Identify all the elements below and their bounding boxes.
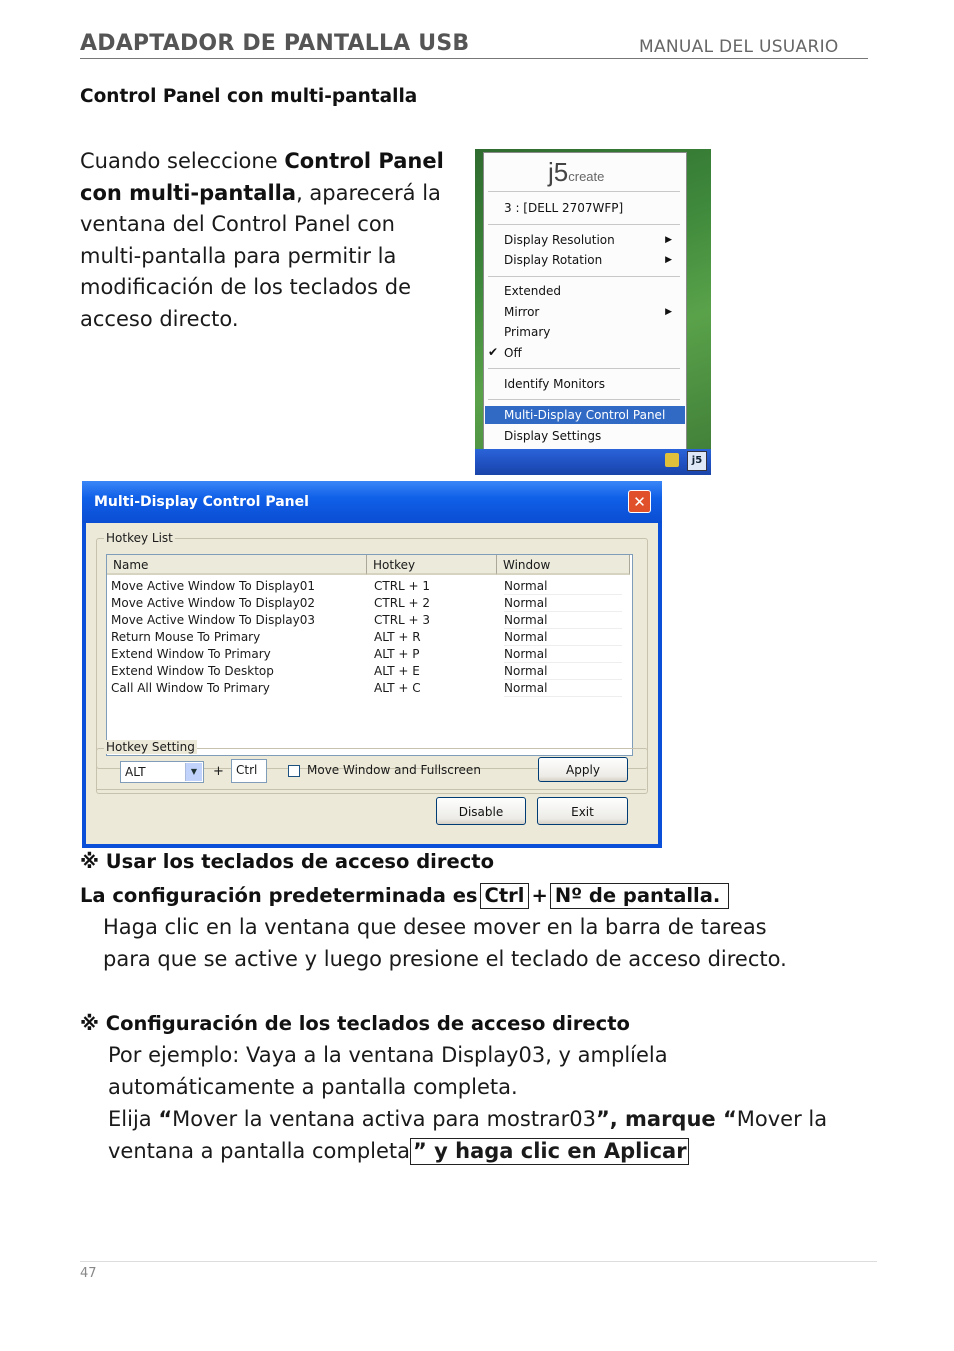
- menu-item-identify-monitors[interactable]: Identify Monitors: [504, 377, 605, 391]
- table-row[interactable]: Move Active Window To Display03 CTRL + 3 Normal: [107, 612, 622, 629]
- j5create-logo: j5create: [548, 157, 605, 187]
- checkmark-icon: ✔: [488, 345, 499, 359]
- table-row[interactable]: Extend Window To Desktop ALT + E Normal: [107, 663, 622, 680]
- hotkey-list-label: Hotkey List: [106, 531, 173, 545]
- apply-button[interactable]: Apply: [538, 757, 628, 782]
- menu-item-display-resolution[interactable]: Display Resolution ▶: [504, 233, 672, 247]
- tray-icon[interactable]: [665, 453, 679, 467]
- footer-rule: [80, 1261, 877, 1262]
- fullscreen-checkbox[interactable]: [288, 765, 300, 777]
- column-header-name[interactable]: Name: [107, 555, 367, 575]
- close-icon[interactable]: ✕: [628, 490, 651, 513]
- dialog-title: Multi-Display Control Panel: [94, 494, 309, 510]
- menu-separator: [488, 368, 680, 369]
- apply-instruction-boxed: ” y haga clic en Aplicar: [410, 1138, 689, 1165]
- hotkey-list[interactable]: [106, 554, 633, 756]
- j5create-tray-icon[interactable]: j5: [687, 451, 707, 471]
- table-row[interactable]: Move Active Window To Display02 CTRL + 2 Normal: [107, 595, 622, 612]
- page-number: 47: [80, 1266, 97, 1281]
- config-line-4: ventana a pantalla completa ” y haga clic en Aplicar: [108, 1139, 687, 1163]
- table-row[interactable]: Move Active Window To Display01 CTRL + 1 Normal: [107, 578, 622, 595]
- menu-item-extended[interactable]: Extended: [504, 284, 561, 298]
- menu-separator: [488, 399, 680, 400]
- default-config-prefix: La configuración predeterminada es: [80, 884, 478, 907]
- menu-item-off[interactable]: Off: [504, 346, 522, 360]
- menu-item-mirror[interactable]: Mirror ▶: [504, 305, 672, 319]
- document-title: ADAPTADOR DE PANTALLA USB: [80, 31, 470, 56]
- menu-separator: [488, 224, 680, 225]
- menu-item-multi-display-control-panel[interactable]: Multi-Display Control Panel: [485, 406, 685, 424]
- menu-item-display-rotation[interactable]: Display Rotation ▶: [504, 253, 672, 267]
- intro-text-1: Cuando seleccione: [80, 149, 285, 173]
- plus-sign: +: [213, 764, 224, 779]
- intro-text-2: , aparecerá la ventana del Control Panel con multi-pantalla para permitir la modificación de los teclados de acceso directo.: [80, 180, 441, 331]
- column-header-hotkey[interactable]: Hotkey: [367, 555, 497, 575]
- table-row[interactable]: Call All Window To Primary ALT + C Normal: [107, 680, 622, 697]
- intro-paragraph: [80, 146, 460, 336]
- header-rule: [80, 58, 868, 59]
- menu-item-display-settings[interactable]: Display Settings: [504, 429, 602, 443]
- intro-bold: Control Panel con multi-pantalla: [80, 149, 444, 205]
- menu-item-primary[interactable]: Primary: [504, 325, 551, 339]
- column-header-window[interactable]: Window: [497, 555, 630, 575]
- dialog-client-area: [86, 523, 658, 844]
- hotkey-setting-label: Hotkey Setting: [106, 740, 195, 754]
- config-line-1: Por ejemplo: Vaya a la ventana Display03, y amplíela: [108, 1043, 668, 1067]
- usage-line-1: Haga clic en la ventana que desee mover en la barra de tareas: [103, 915, 767, 939]
- context-menu-screenshot: [475, 149, 711, 475]
- context-menu: [483, 152, 687, 452]
- submenu-arrow-icon: ▶: [665, 307, 672, 317]
- menu-display-name[interactable]: 3 : [DELL 2707WFP]: [504, 201, 624, 215]
- modifier-select[interactable]: ALT ▼: [120, 761, 204, 783]
- menu-separator: [488, 191, 680, 192]
- table-row[interactable]: Extend Window To Primary ALT + P Normal: [107, 646, 622, 663]
- table-row[interactable]: Return Mouse To Primary ALT + R Normal: [107, 629, 622, 646]
- disable-button[interactable]: Disable: [436, 797, 526, 825]
- control-panel-dialog: [82, 481, 662, 848]
- submenu-arrow-icon: ▶: [665, 235, 672, 245]
- default-key-ctrl: Ctrl: [480, 883, 530, 909]
- config-heading: ※ Configuración de los teclados de acceso directo: [80, 1012, 630, 1035]
- usage-heading: ※ Usar los teclados de acceso directo: [80, 850, 494, 873]
- fullscreen-checkbox-label[interactable]: Move Window and Fullscreen: [307, 763, 481, 777]
- config-line-2: automáticamente a pantalla completa.: [108, 1075, 518, 1099]
- submenu-arrow-icon: ▶: [665, 255, 672, 265]
- section-heading: Control Panel con multi-pantalla: [80, 86, 418, 107]
- config-line-3: Elija “Mover la ventana activa para mostrar03”, marque “Mover la: [108, 1107, 828, 1131]
- exit-button[interactable]: Exit: [537, 797, 628, 825]
- key-input[interactable]: Ctrl: [231, 759, 267, 783]
- menu-separator: [488, 276, 680, 277]
- document-subtitle: MANUAL DEL USUARIO: [639, 37, 839, 57]
- chevron-down-icon[interactable]: ▼: [185, 763, 202, 781]
- usage-line-2: para que se active y luego presione el teclado de acceso directo.: [103, 947, 787, 971]
- default-config-line: La configuración predeterminada es Ctrl + Nº de pantalla.: [80, 884, 729, 907]
- default-key-display-number: Nº de pantalla.: [550, 883, 730, 909]
- divider: [96, 789, 646, 790]
